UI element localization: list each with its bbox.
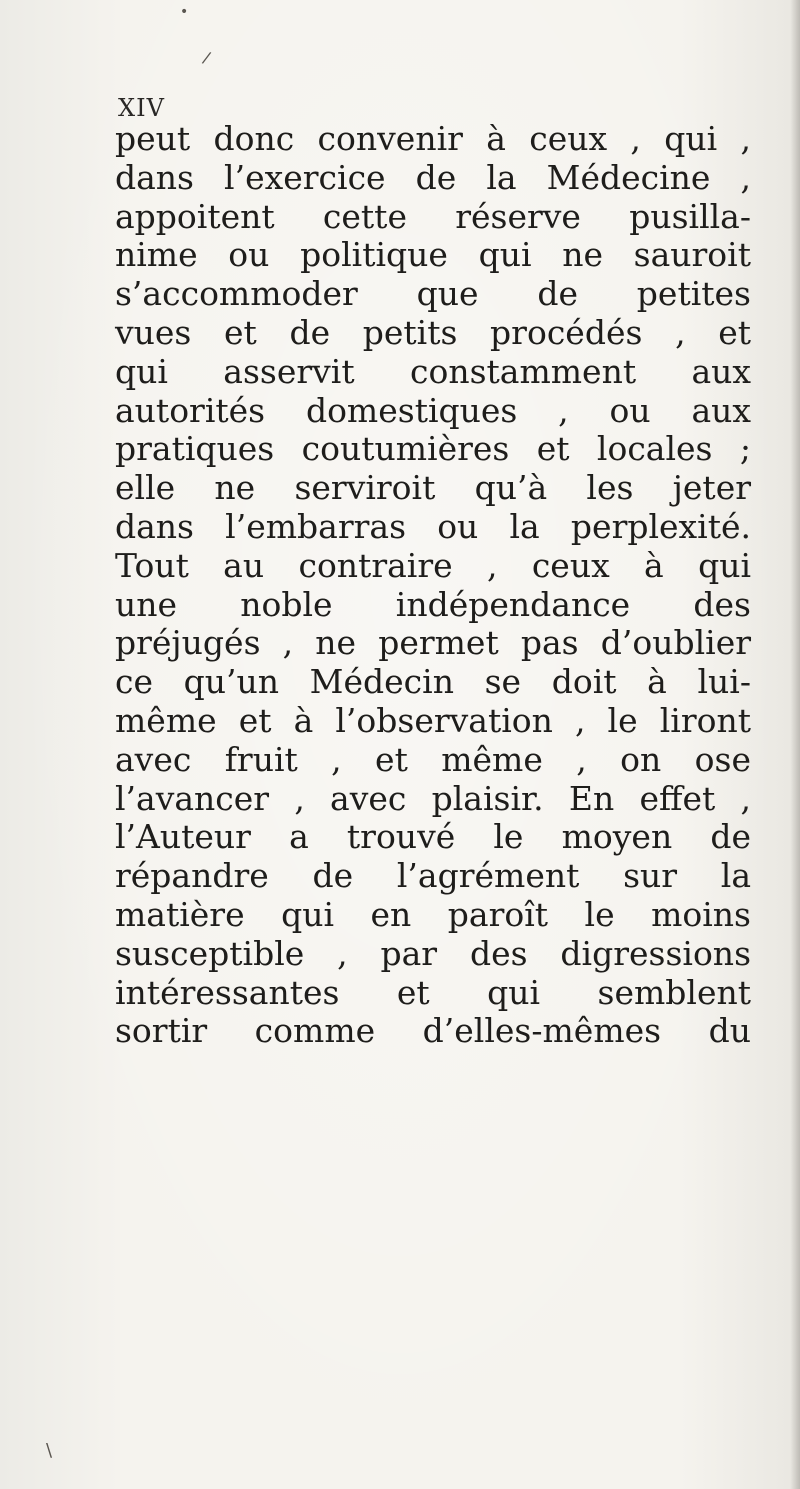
text-line: elle ne serviroit qu’à les jeter <box>115 468 751 508</box>
page-edge-shadow <box>790 0 800 1489</box>
text-line: préjugés , ne permet pas d’oublier <box>115 623 751 663</box>
text-line: susceptible , par des digressions <box>115 933 751 973</box>
text-line: même et à l’observation , le liront <box>115 700 751 740</box>
text-line: dans l’exercice de la Médecine , <box>115 157 751 197</box>
ink-speck: / <box>200 47 213 68</box>
text-line: l’Auteur a trouvé le moyen de <box>115 817 751 857</box>
text-line: pratiques coutumières et locales ; <box>115 429 751 469</box>
text-line: intéressantes et qui semblent <box>115 972 751 1012</box>
page-number: XIV <box>118 94 165 122</box>
ink-speck: \ <box>46 1440 53 1461</box>
text-line: avec fruit , et même , on ose <box>115 739 751 779</box>
ink-speck: • <box>180 4 189 20</box>
text-line: appoitent cette réserve pusilla- <box>115 196 751 236</box>
text-line: peut donc convenir à ceux , qui , <box>115 119 751 158</box>
text-line: l’avancer , avec plaisir. En effet , <box>115 778 751 818</box>
text-line: qui asservit constamment aux <box>115 351 751 391</box>
text-line: répandre de l’agrément sur la <box>115 856 751 896</box>
text-line: ce qu’un Médecin se doit à lui- <box>115 662 751 702</box>
text-line: dans l’embarras ou la perplexité. <box>115 506 751 546</box>
text-line: une noble indépendance des <box>115 584 751 624</box>
text-line: matière qui en paroît le moins <box>115 894 751 934</box>
text-line: Tout au contraire , ceux à qui <box>115 545 751 585</box>
text-line: sortir comme d’elles-mêmes du <box>115 1011 751 1051</box>
body-text <box>115 120 751 1051</box>
text-line: s’accommoder que de petites <box>115 274 751 314</box>
text-line: nime ou politique qui ne sauroit <box>115 235 751 275</box>
text-line: vues et de petits procédés , et <box>115 312 751 352</box>
text-line: autorités domestiques , ou aux <box>115 390 751 430</box>
